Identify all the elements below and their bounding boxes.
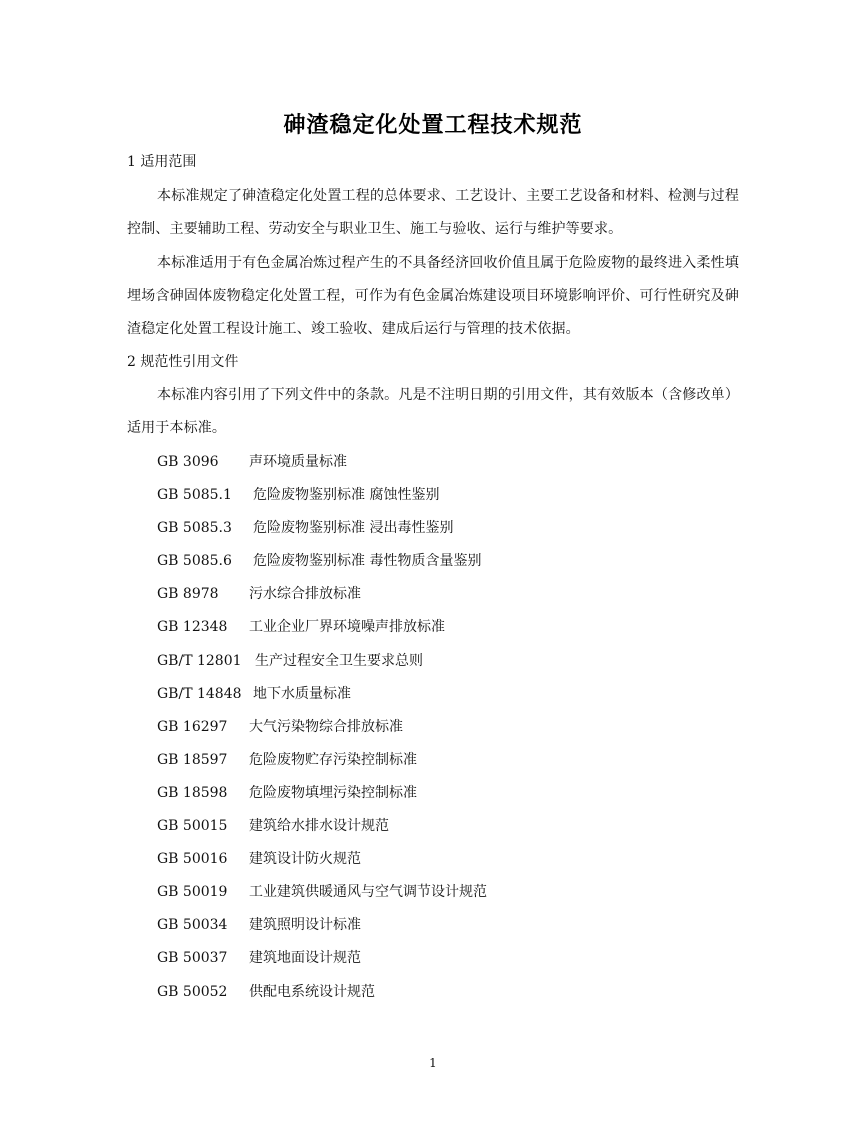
paragraph-scope-1: 本标准规定了砷渣稳定化处置工程的总体要求、工艺设计、主要工艺设备和材料、检测与过程控制、主要辅助工程、劳动安全与职业卫生、施工与验收、运行与维护等要求。 xyxy=(127,188,739,237)
reference-name: 危险废物贮存污染控制标准 xyxy=(249,751,417,768)
reference-code: GB 50019 xyxy=(157,884,228,901)
reference-name: 建筑设计防火规范 xyxy=(249,851,361,868)
reference-code: GB 18598 xyxy=(157,784,228,801)
reference-item xyxy=(157,946,717,979)
section-heading-scope: 1 适用范围 xyxy=(127,154,197,170)
reference-code: GB 5085.6 xyxy=(157,553,232,570)
reference-item xyxy=(157,847,717,880)
reference-code: GB/T 12801 xyxy=(157,652,242,669)
reference-code: GB 8978 xyxy=(157,586,219,603)
reference-name: 大气污染物综合排放标准 xyxy=(249,718,403,735)
reference-item xyxy=(157,682,717,715)
reference-name: 生产过程安全卫生要求总则 xyxy=(255,652,423,669)
reference-item xyxy=(157,980,717,1013)
reference-name: 建筑地面设计规范 xyxy=(249,950,361,967)
reference-item xyxy=(157,483,717,516)
reference-code: GB 12348 xyxy=(157,619,228,636)
reference-item xyxy=(157,450,717,483)
reference-name: 建筑给水排水设计规范 xyxy=(249,818,389,835)
reference-item xyxy=(157,781,717,814)
reference-item xyxy=(157,615,717,648)
reference-code: GB 5085.3 xyxy=(157,520,232,537)
document-title: 砷渣稳定化处置工程技术规范 xyxy=(283,113,583,138)
reference-name: 危险废物鉴别标准 腐蚀性鉴别 xyxy=(253,487,440,504)
reference-name: 地下水质量标准 xyxy=(253,685,351,702)
reference-code: GB/T 14848 xyxy=(157,685,242,702)
reference-name: 危险废物填埋污染控制标准 xyxy=(249,784,417,801)
reference-name: 声环境质量标准 xyxy=(249,454,347,470)
reference-list xyxy=(157,450,717,1013)
reference-item xyxy=(157,913,717,946)
reference-code: GB 5085.1 xyxy=(157,487,232,504)
reference-code: GB 50016 xyxy=(157,851,228,868)
reference-item xyxy=(157,715,717,748)
reference-code: GB 50034 xyxy=(157,917,228,934)
reference-name: 建筑照明设计标准 xyxy=(249,917,361,934)
reference-item xyxy=(157,649,717,682)
reference-name: 危险废物鉴别标准 浸出毒性鉴别 xyxy=(253,520,454,537)
reference-code: GB 18597 xyxy=(157,751,228,768)
reference-code: GB 16297 xyxy=(157,718,228,735)
reference-item xyxy=(157,748,717,781)
reference-name: 工业建筑供暖通风与空气调节设计规范 xyxy=(249,884,487,901)
reference-item xyxy=(157,582,717,615)
reference-item xyxy=(157,516,717,549)
reference-name: 供配电系统设计规范 xyxy=(249,983,375,1000)
page-number: 1 xyxy=(429,1056,437,1070)
section-heading-references: 2 规范性引用文件 xyxy=(127,354,239,370)
reference-name: 污水综合排放标准 xyxy=(249,586,361,603)
reference-name: 工业企业厂界环境噪声排放标准 xyxy=(249,619,445,636)
reference-item xyxy=(157,880,717,913)
paragraph-references-intro: 本标准内容引用了下列文件中的条款。凡是不注明日期的引用文件，其有效版本（含修改单）适用于本标准。 xyxy=(127,387,739,436)
reference-item xyxy=(157,549,717,582)
reference-code: GB 50015 xyxy=(157,818,228,835)
reference-code: GB 3096 xyxy=(157,454,219,470)
reference-item xyxy=(157,814,717,847)
reference-code: GB 50037 xyxy=(157,950,228,967)
reference-code: GB 50052 xyxy=(157,983,228,1000)
reference-name: 危险废物鉴别标准 毒性物质含量鉴别 xyxy=(253,553,482,570)
paragraph-scope-2: 本标准适用于有色金属冶炼过程产生的不具备经济回收价值且属于危险废物的最终进入柔性填埋场含砷固体废物稳定化处置工程，可作为有色金属冶炼建设项目环境影响评价、可行性研究及砷渣稳定化处置工程设计施工、竣工验收、建成后运行与管理的技术依据。 xyxy=(127,255,739,337)
